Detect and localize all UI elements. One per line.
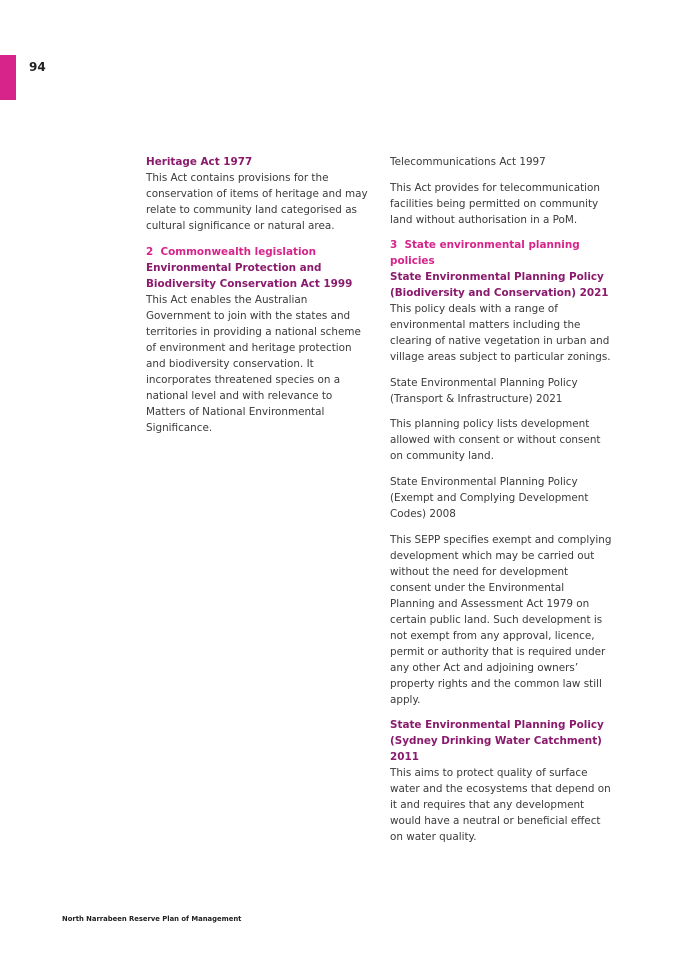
heritage-act-body: This Act contains provisions for the conservation of items of heritage and may relate to community land categorised as cultural significance or natural area. xyxy=(146,172,368,232)
document-footer: North Narrabeen Reserve Plan of Management xyxy=(62,915,242,923)
sepp-biodiversity-heading-line-2: (Biodiversity and Conservation) 2021 xyxy=(390,287,609,300)
sepp-water-heading-line-2: (Sydney Drinking Water Catchment) 2011 xyxy=(390,735,602,764)
sepp-biodiversity-body: This policy deals with a range of environmental matters including the clearing of native vegetation in urban and village areas subject to particular zonings. xyxy=(390,303,611,364)
telecom-act-title: Telecommunications Act 1997 xyxy=(390,156,546,168)
right-column xyxy=(390,154,612,855)
page-number: 94 xyxy=(29,60,46,74)
sepp-biodiversity-heading-line-1: State Environmental Planning Policy xyxy=(390,271,604,284)
section-2-title: Commonwealth legislation xyxy=(160,245,317,258)
sepp-transport-body: This planning policy lists development allowed with consent or without consent on community land. xyxy=(390,418,601,463)
section-2-number: 2 xyxy=(146,245,154,258)
epbc-heading-line-2: Biodiversity Conservation Act 1999 xyxy=(146,277,353,290)
section-2-heading xyxy=(146,244,368,260)
left-column xyxy=(146,154,368,445)
section-3-heading xyxy=(390,237,612,269)
commonwealth-section xyxy=(146,244,368,436)
section-3-number: 3 xyxy=(390,239,398,252)
sepp-water-heading-line-1: State Environmental Planning Policy xyxy=(390,719,604,732)
page-tab-marker xyxy=(0,55,16,100)
section-3-title: State environmental planning policies xyxy=(390,239,580,268)
sepp-water-body: This aims to protect quality of surface water and the ecosystems that depend on it and requires that any development would have a neutral or beneficial effect on water quality. xyxy=(390,767,611,844)
sepp-transport-title: State Environmental Planning Policy (Transport & Infrastructure) 2021 xyxy=(390,376,578,405)
epbc-body: This Act enables the Australian Government to join with the states and territories in providing a national scheme of environment and heritage protection and biodiversity conservation. It incorporates threatened species on a national level and with relevance to Matters of National Environmental Significance. xyxy=(146,293,361,434)
heritage-act-section xyxy=(146,154,368,234)
sepp-biodiversity-section xyxy=(390,237,612,365)
heritage-act-heading: Heritage Act 1977 xyxy=(146,156,253,168)
epbc-heading-line-1: Environmental Protection and xyxy=(146,261,322,274)
sepp-exempt-title: State Environmental Planning Policy (Exempt and Complying Development Codes) 2008 xyxy=(390,475,589,520)
sepp-water-section xyxy=(390,717,612,845)
sepp-exempt-body: This SEPP specifies exempt and complying development which may be carried out without the need for development consent under the Environmental Planning and Assessment Act 1979 on certain public land. Such development is not exempt from any approval, licence, permit or authority that is required under any other Act and adjoining owners’ property rights and the common law still apply. xyxy=(390,533,612,706)
telecom-act-body: This Act provides for telecommunication facilities being permitted on community land without authorisation in a PoM. xyxy=(390,181,600,226)
